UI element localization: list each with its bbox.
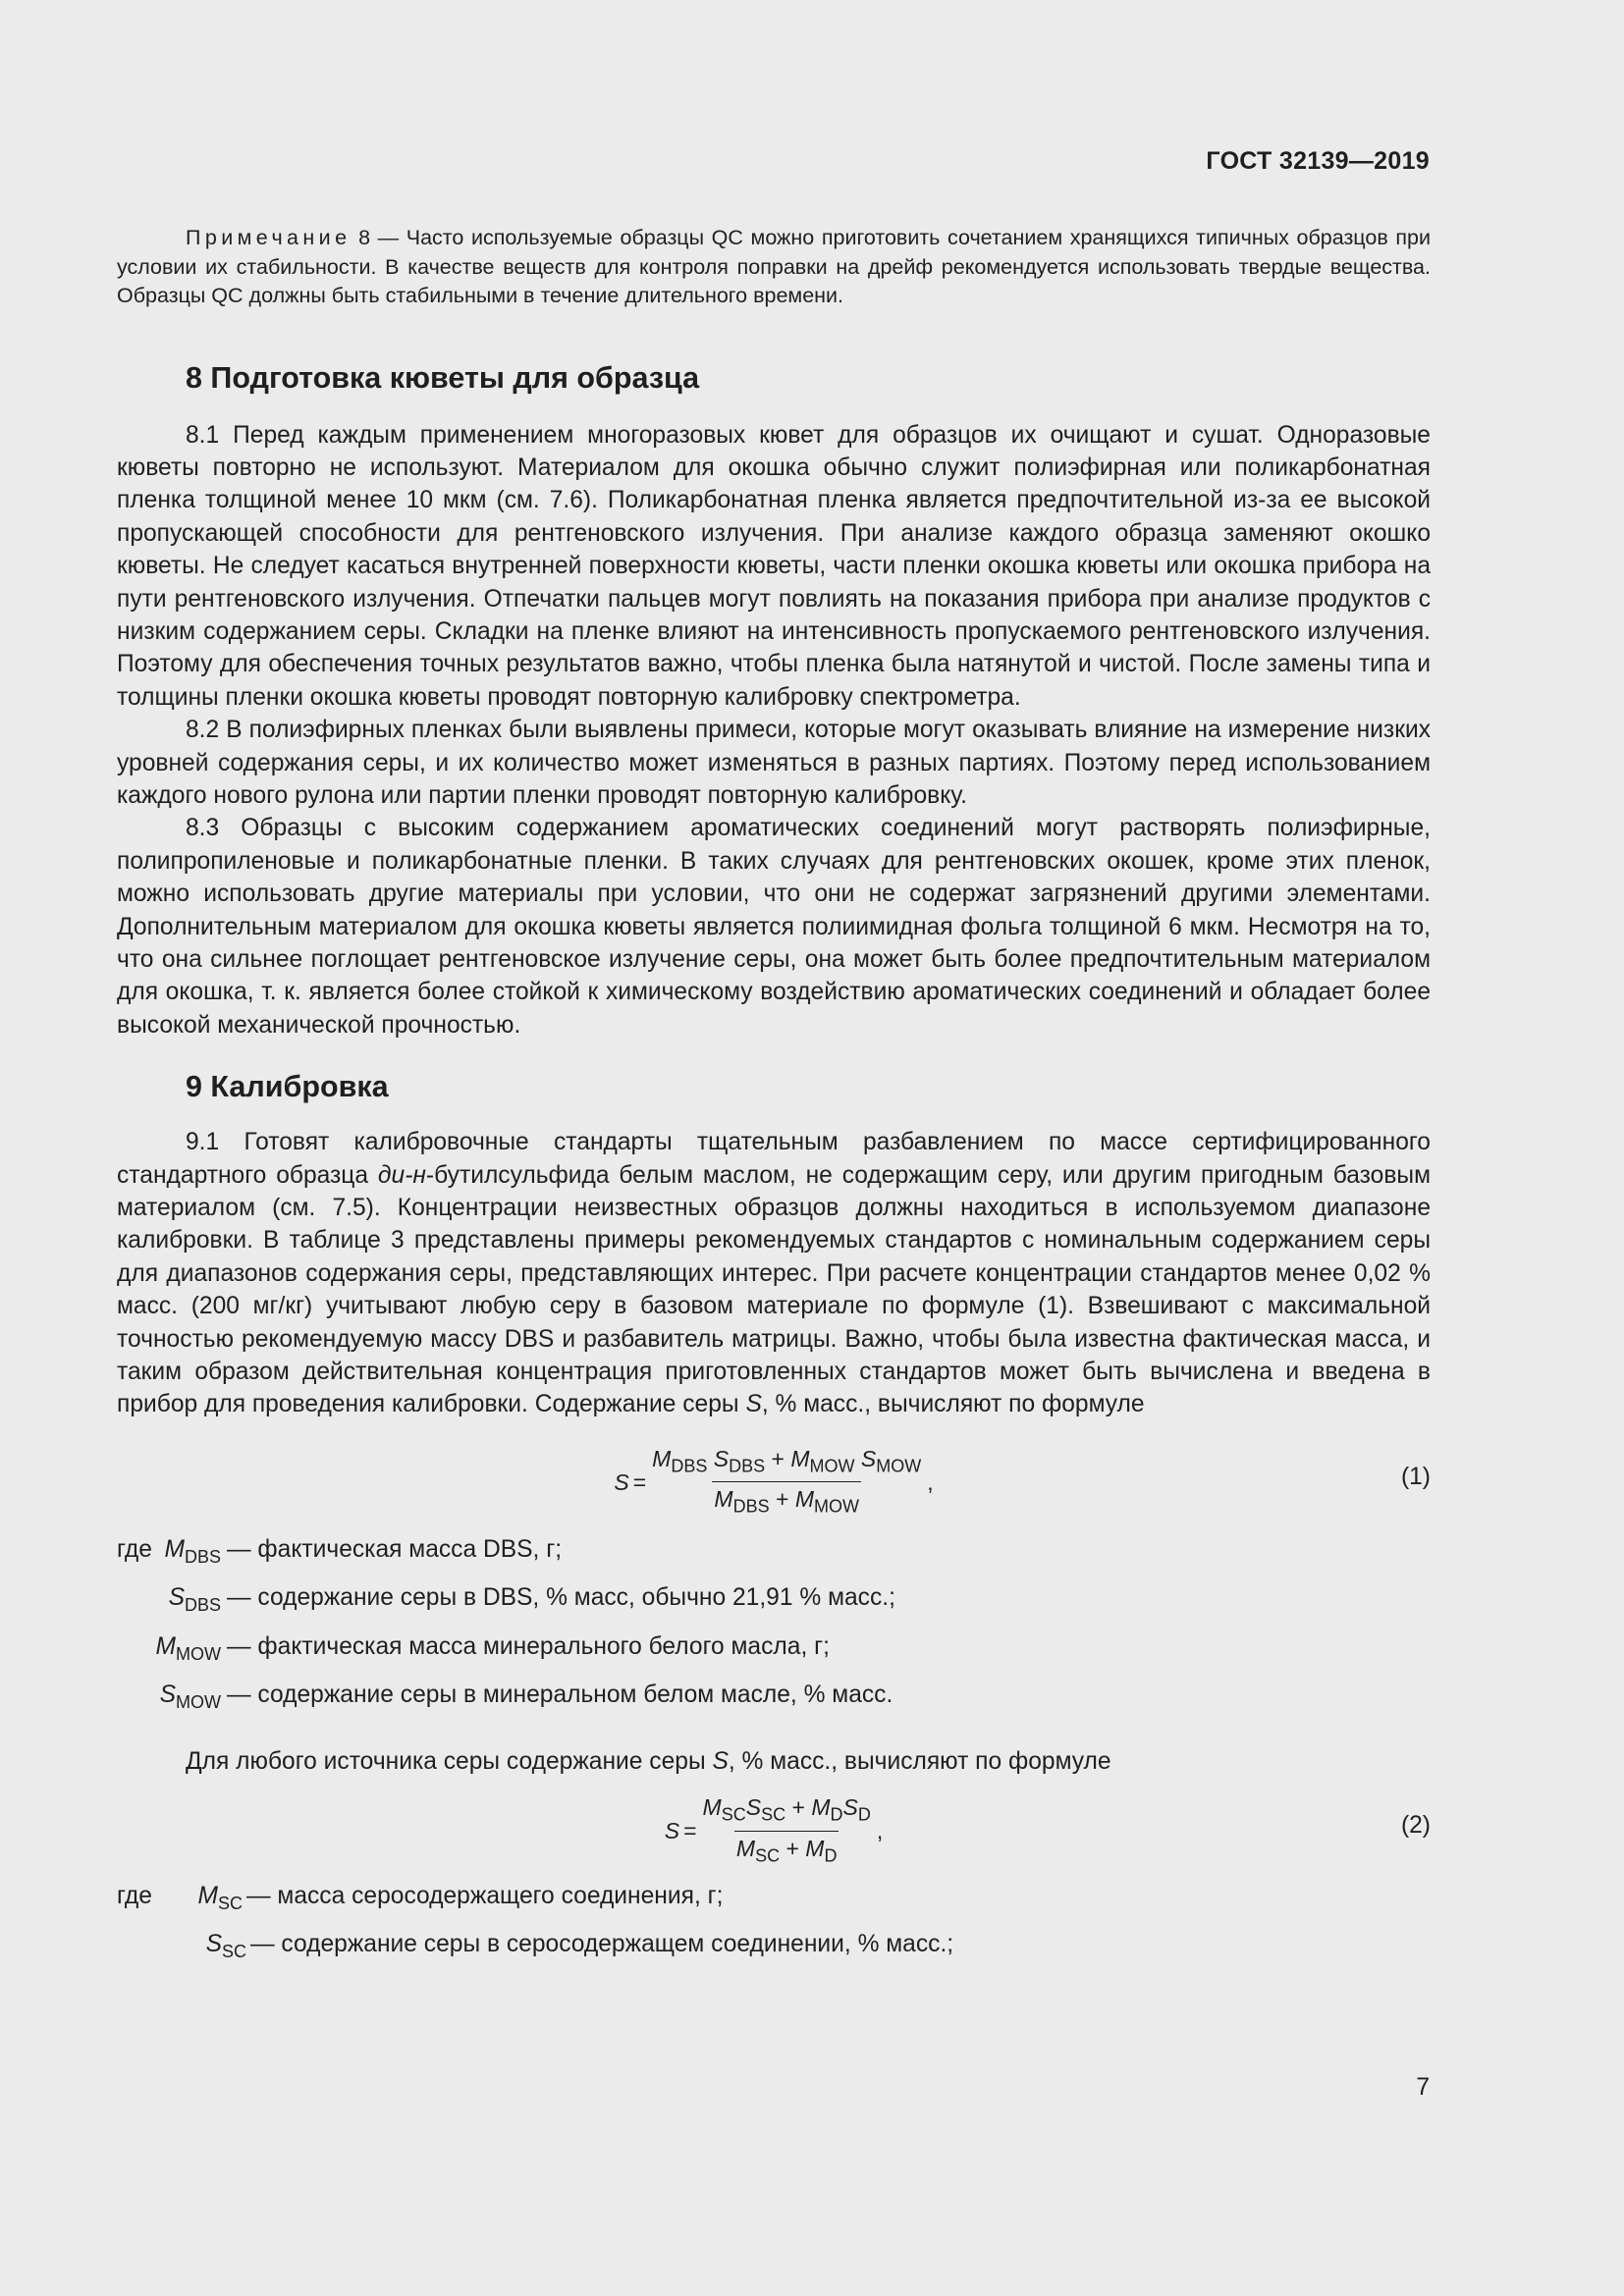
paragraph-9-1 xyxy=(117,1126,1431,1421)
definition-symbol: $M_{MOW}$ xyxy=(155,1632,221,1664)
note-text: 8 — Часто используемые образцы QC можно приготовить сочетанием хранящихся типичных образцов при условии их стабильности. В качестве веществ для контроля поправки на дрейф рекомендуется использовать твердые вещества. Образцы QC должны быть стабильными в течение длительного времени. xyxy=(117,226,1431,307)
formula-1-denominator: $M_{DBS} + M_{MOW}$ xyxy=(712,1481,861,1523)
paragraph-any-source-symbol: S xyxy=(712,1747,729,1775)
paragraph-8-2: 8.2 В полиэфирных пленках были выявлены примеси, которые могут оказывать влияние на измерение низких уровней содержания серы, и их количество может изменяться в разных партиях. Поэтому перед использованием каждого нового рулона или партии пленки проводят повторную калибровку. xyxy=(117,717,1431,809)
formula-2-number: (2) xyxy=(1400,1811,1431,1839)
definition-lead: где xyxy=(117,1535,152,1563)
paragraph-9-1-part-c: , % масс., вычисляют по формуле xyxy=(761,1391,1145,1418)
definition-row xyxy=(117,1529,1431,1577)
formula-1-number: (1) xyxy=(1400,1463,1431,1490)
definition-symbol: $M_{SC}$ xyxy=(197,1882,243,1913)
document-number-header: ГОСТ 32139—2019 xyxy=(1206,147,1430,175)
formula-2-equals: = xyxy=(683,1818,697,1844)
note-label: Примечание xyxy=(186,226,352,249)
formula-2-tail: , xyxy=(876,1818,884,1844)
paragraph-any-source-part-a: Для любого источника серы содержание серы xyxy=(186,1747,713,1775)
paragraph-8-3: 8.3 Образцы с высоким содержанием ароматических соединений могут растворять полиэфирные, полипропиленовые и поликарбонатные пленки. В таких случаях для рентгеновских окошек, кроме этих пленок, можно использовать другие материалы при условии, что они не содержат загрязнений другими элементами. Дополнительным материалом для окошка кюветы является полиимидная фольга толщиной 6 мкм. Несмотря на то, что она сильнее поглощает рентгеновское излучение серы, она может быть более предпочтительным материалом для окошка, т. к. является более стойкой к химическому воздействию ароматических соединений и обладает более высокой механической прочностью. xyxy=(117,815,1431,1039)
definition-text: — содержание серы в минеральном белом масле, % масс. xyxy=(227,1682,893,1709)
definition-symbol: $S_{SC}$ xyxy=(205,1931,246,1962)
paragraph-9-1-symbol: S xyxy=(745,1391,762,1418)
definition-row xyxy=(117,1876,1431,1924)
paragraph-8-1: 8.1 Перед каждым применением многоразовых кювет для образцов их очищают и сушат. Одноразовые кюветы повторно не используют. Материалом для окошка обычно служит полиэфирная или поликарбонатная пленка толщиной менее 10 мкм (см. 7.6). Поликарбонатная пленка является предпочтительной из-за ее высокой пропускающей способности для рентгеновского излучения. При анализе каждого образца заменяют окошко кюветы. Не следует касаться внутренней поверхности кюветы, части пленки окошка кюветы или окошка прибора на пути рентгеновского излучения. Отпечатки пальцев могут повлиять на показания прибора при анализе продуктов с низким содержанием серы. Складки на пленке влияют на интенсивность пропускаемого рентгеновского излучения. Поэтому для обеспечения точных результатов важно, чтобы пленка была натянутой и чистой. После замены типа и толщины пленки окошка кюветы проводят повторную калибровку спектрометра. xyxy=(117,421,1431,711)
formula-1-definitions xyxy=(117,1529,1431,1724)
formula-2-definitions xyxy=(117,1876,1431,1973)
formula-1-fraction xyxy=(650,1443,923,1523)
definition-symbol: $S_{DBS}$ xyxy=(168,1584,221,1616)
formula-1-numerator: $M_{DBS}$ $S_{DBS} + M_{MOW}$ $S_{MOW}$ xyxy=(652,1445,922,1476)
formula-1 xyxy=(117,1443,1431,1529)
page-content xyxy=(117,224,1431,1973)
definition-text: — фактическая масса минерального белого масла, г; xyxy=(227,1632,830,1660)
definition-symbol: $S_{MOW}$ xyxy=(159,1682,221,1712)
definition-symbol: $M_{DBS}$ xyxy=(164,1535,221,1567)
definition-text: — масса серосодержащего соединения, г; xyxy=(246,1882,724,1909)
note-8 xyxy=(117,224,1431,311)
paragraph-any-source xyxy=(117,1745,1431,1778)
paragraph-9-1-italic: ди-н xyxy=(377,1161,426,1189)
definition-row xyxy=(117,1577,1431,1626)
formula-1-equals: = xyxy=(632,1469,647,1496)
formula-1-lhs: S xyxy=(614,1469,629,1496)
definition-row xyxy=(117,1627,1431,1675)
formula-2-fraction xyxy=(701,1791,873,1872)
definition-row xyxy=(117,1675,1431,1723)
section-9-heading: 9 Калибровка xyxy=(186,1070,389,1104)
section-8-heading: 8 Подготовка кюветы для образца xyxy=(186,360,700,395)
formula-2 xyxy=(117,1791,1431,1876)
paragraph-9-1-part-b: -бутилсульфида белым маслом, не содержащим серу, или другим пригодным базовым материалом (см. 7.5). Концентрации неизвестных образцов должны находиться в используемом диапазоне калибровки. В таблице 3 представлены примеры рекомендуемых стандартов с номинальным содержанием серы для диапазонов содержания серы, представляющих интерес. При расчете концентрации стандартов менее 0,02 % масс. (200 мг/кг) учитывают любую серу в базовом материале по формуле (1). Взвешивают с максимальной точностью рекомендуемую массу DBS и разбавитель матрицы. Важно, чтобы была известна фактическая масса, и таким образом действительная концентрация приготовленных стандартов может быть вычислена и введена в прибор для проведения калибровки. Содержание серы xyxy=(117,1161,1431,1418)
definition-text: — содержание серы в DBS, % масс, обычно 21,91 % масс.; xyxy=(227,1584,895,1612)
paragraph-9-1-part-a: 9.1 Готовят калибровочные стандарты тщательным разбавлением по массе сертифицированного стандартного образца xyxy=(117,1129,1431,1189)
paragraph-any-source-part-b: , % масс., вычисляют по формуле xyxy=(728,1747,1111,1775)
definition-text: — фактическая масса DBS, г; xyxy=(227,1535,563,1563)
formula-2-lhs: S xyxy=(664,1818,680,1844)
page-number: 7 xyxy=(1416,2074,1430,2101)
definition-lead: где xyxy=(117,1882,152,1909)
definition-text: — содержание серы в серосодержащем соединении, % масс.; xyxy=(250,1931,954,1958)
formula-1-tail: , xyxy=(927,1469,934,1496)
formula-2-denominator: $M_{SC} + M_D$ xyxy=(734,1831,839,1873)
definition-row xyxy=(117,1924,1431,1972)
formula-2-numerator: $M_{SC}S_{SC} + M_DS_D$ xyxy=(702,1793,871,1825)
